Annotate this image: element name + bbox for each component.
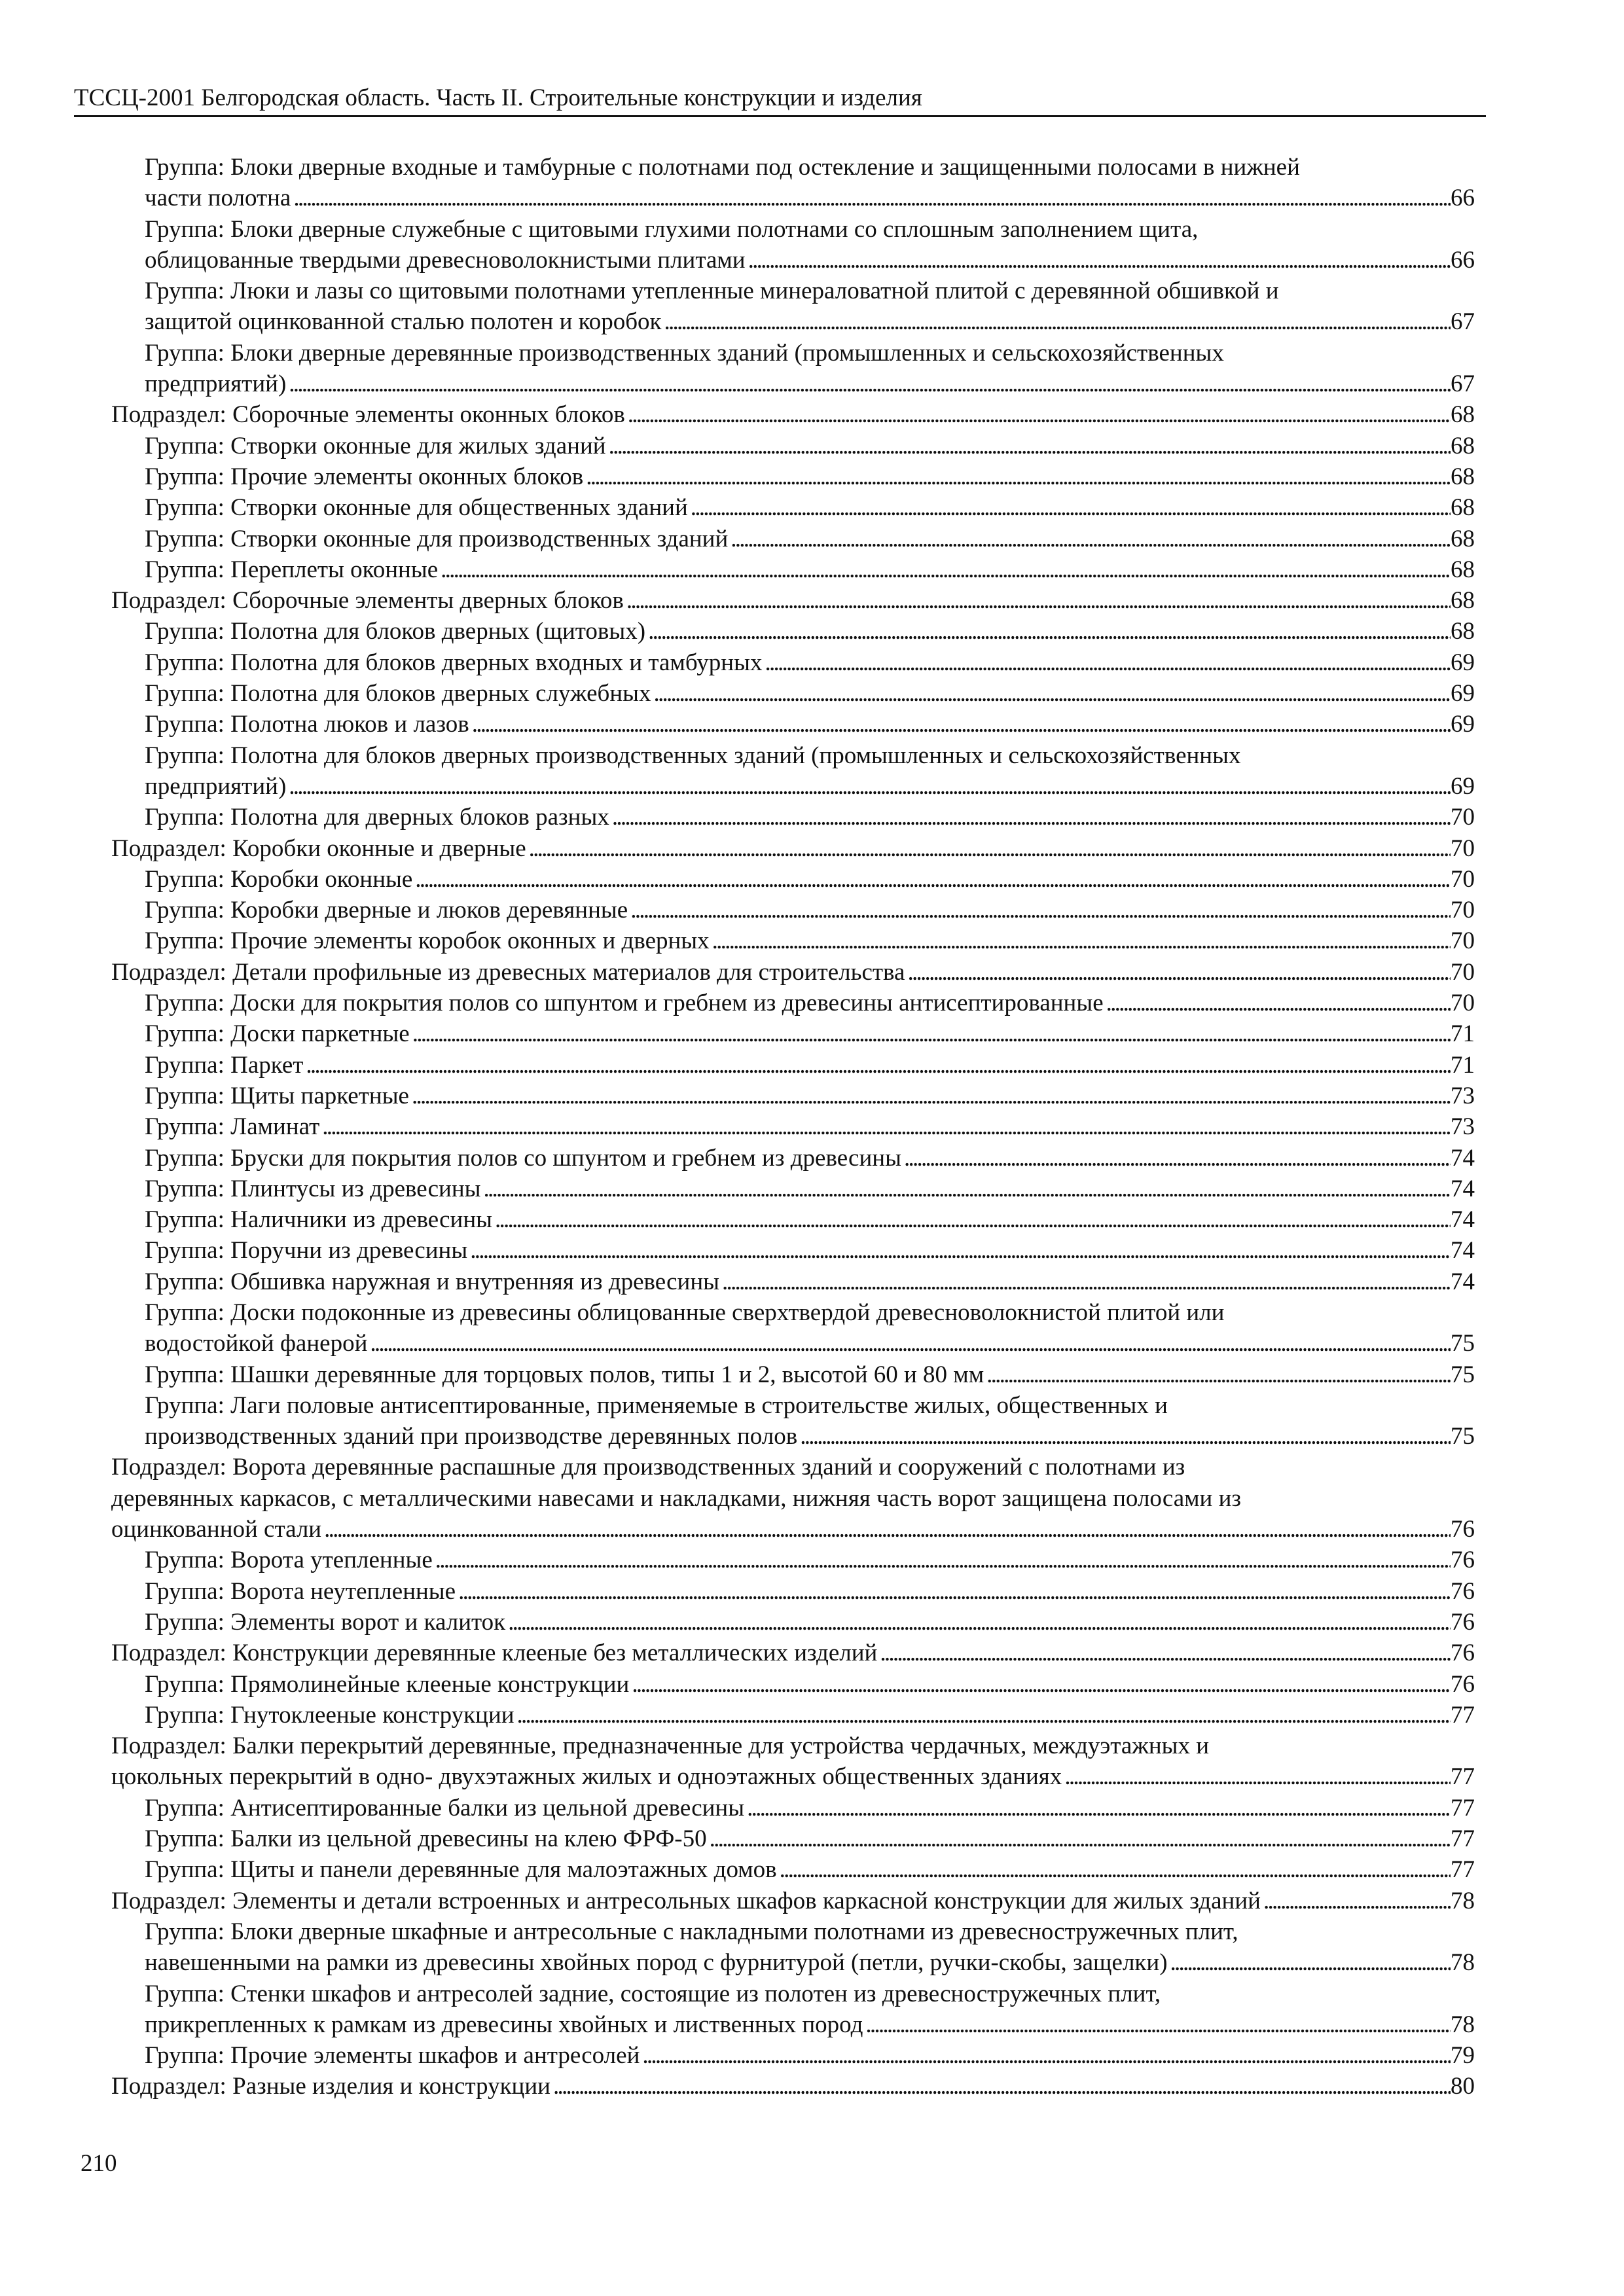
toc-entry-line	[145, 988, 1475, 1018]
toc-group-entry	[111, 1143, 1475, 1174]
dot-leader	[286, 368, 1451, 399]
toc-entry-text: Подраздел: Детали профильные из древесных материалов для строительства	[111, 958, 905, 986]
toc-group-entry	[111, 895, 1475, 925]
toc-entry-text: Группа: Прочие элементы оконных блоков	[145, 463, 584, 490]
toc-group-entry	[111, 1018, 1475, 1049]
toc-subsection-entry	[111, 957, 1475, 988]
toc-group-entry	[111, 864, 1475, 895]
toc-entry-text: Подраздел: Конструкции деревянные клееные без металлических изделий	[111, 1640, 878, 1667]
dot-leader	[629, 1669, 1451, 1700]
toc-page-number: 71	[1451, 1020, 1475, 1048]
toc-subsection-entry	[111, 399, 1475, 430]
toc-page-number: 69	[1451, 680, 1475, 708]
toc-page-number: 71	[1451, 1051, 1475, 1079]
toc-page-number: 75	[1451, 1361, 1475, 1388]
dot-leader	[984, 1359, 1451, 1390]
toc-entry-text: Группа: Антисептированные балки из цельной древесины	[145, 1794, 745, 1821]
toc-entry-text: Группа: Гнутоклееные конструкции	[145, 1701, 514, 1729]
toc-page-number: 78	[1451, 2011, 1475, 2038]
toc-page-number: 69	[1451, 772, 1475, 800]
dot-leader	[877, 1638, 1451, 1668]
toc-entry-line	[145, 1081, 1475, 1111]
toc-entry-text: Группа: Щиты паркетные	[145, 1082, 409, 1109]
dot-leader	[662, 306, 1451, 337]
dot-leader	[505, 1607, 1451, 1638]
toc-entry-text: Группа: Поручни из древесины	[145, 1237, 468, 1265]
toc-subsection-entry	[111, 1452, 1475, 1545]
toc-entry-text: прикрепленных к рамкам из древесины хвойных и лиственных пород	[145, 2011, 863, 2038]
toc-group-entry	[111, 925, 1475, 956]
toc-entry-text: части полотна	[145, 185, 291, 212]
toc-entry-line	[145, 1204, 1475, 1235]
toc-page-number: 77	[1451, 1794, 1475, 1821]
toc-entry-text: Группа: Блоки дверные служебные с щитовыми глухими полотнами со сплошным заполнением щита,	[145, 215, 1199, 243]
toc-entry-text: Подраздел: Разные изделия и конструкции	[111, 2073, 550, 2100]
toc-entry-text: Группа: Ворота утепленные	[145, 1547, 433, 1574]
toc-entry-text: предприятий)	[145, 370, 287, 398]
toc-group-entry	[111, 338, 1475, 400]
toc-group-entry	[111, 431, 1475, 461]
toc-entry-text: Подраздел: Элементы и детали встроенных и антресольных шкафов каркасной конструкции для жилых зданий	[111, 1887, 1261, 1914]
toc-entry-line	[111, 1761, 1475, 1792]
toc-entry-text: навешенными на рамки из древесины хвойных пород с фурнитурой (петли, ручки-скобы, защелки)	[145, 1949, 1168, 1977]
dot-leader	[492, 1204, 1451, 1235]
toc-entry-text: Группа: Балки из цельной древесины на клею ФРФ-50	[145, 1825, 707, 1853]
toc-entry-line	[145, 431, 1475, 461]
toc-entry-text: Группа: Стенки шкафов и антресолей задние, состоящие из полотен из древесностружечных плит,	[145, 1980, 1161, 2007]
toc-entry-line	[145, 306, 1475, 337]
toc-page-number: 76	[1451, 1608, 1475, 1636]
toc-page-number: 70	[1451, 927, 1475, 955]
toc-group-entry	[111, 1235, 1475, 1266]
toc-page-number: 68	[1451, 587, 1475, 615]
toc-entry-line	[145, 1266, 1475, 1297]
toc-entry-line	[145, 1359, 1475, 1390]
toc-page-number: 73	[1451, 1113, 1475, 1141]
toc-entry-text: Группа: Бруски для покрытия полов со шпунтом и гребнем из древесины	[145, 1144, 901, 1172]
toc-entry-text: Подраздел: Коробки оконные и дверные	[111, 834, 526, 862]
toc-group-entry	[111, 1545, 1475, 1575]
toc-group-entry	[111, 740, 1475, 802]
toc-entry-line	[145, 1143, 1475, 1174]
dot-leader	[744, 1793, 1451, 1823]
dot-leader	[640, 2040, 1451, 2071]
dot-leader	[719, 1266, 1451, 1297]
toc-entry-line	[145, 895, 1475, 925]
toc-entry-line	[145, 1669, 1475, 1700]
toc-entry-text: Группа: Створки оконные для производственных зданий	[145, 525, 729, 552]
dot-leader	[456, 1576, 1451, 1607]
toc-entry-line	[145, 771, 1475, 802]
dot-leader	[1062, 1761, 1451, 1792]
toc-page-number: 79	[1451, 2042, 1475, 2070]
toc-entry-line	[145, 925, 1475, 956]
toc-page-number: 66	[1451, 185, 1475, 212]
toc-entry-text: Группа: Коробки оконные	[145, 865, 413, 893]
table-of-contents	[111, 152, 1475, 2102]
toc-page-number: 67	[1451, 370, 1475, 398]
toc-entry-text: Группа: Прямолинейные клееные конструкции	[145, 1670, 630, 1698]
toc-page-number: 74	[1451, 1268, 1475, 1295]
toc-page-number: 74	[1451, 1144, 1475, 1172]
toc-page-number: 70	[1451, 897, 1475, 924]
dot-leader	[481, 1174, 1451, 1204]
toc-group-entry	[111, 616, 1475, 647]
toc-group-entry	[111, 709, 1475, 740]
dot-leader	[303, 1050, 1451, 1081]
dot-leader	[1104, 988, 1451, 1018]
toc-group-entry	[111, 1297, 1475, 1359]
dot-leader	[688, 492, 1451, 523]
toc-entry-text: Группа: Полотна для блоков дверных входных и тамбурных	[145, 649, 763, 676]
toc-entry-text: Подраздел: Сборочные элементы оконных блоков	[111, 401, 625, 429]
toc-subsection-entry	[111, 1638, 1475, 1668]
toc-page-number: 76	[1451, 1670, 1475, 1698]
dot-leader	[433, 1545, 1451, 1575]
toc-group-entry	[111, 988, 1475, 1018]
toc-subsection-entry	[111, 833, 1475, 864]
toc-entry-line	[145, 183, 1475, 213]
toc-page-number: 76	[1451, 1577, 1475, 1605]
toc-page-number: 76	[1451, 1547, 1475, 1574]
toc-group-entry	[111, 1266, 1475, 1297]
toc-page-number: 70	[1451, 990, 1475, 1017]
dot-leader	[863, 2009, 1451, 2040]
dot-leader	[1261, 1886, 1451, 1916]
dot-leader	[321, 1514, 1451, 1545]
toc-page-number: 74	[1451, 1175, 1475, 1202]
dot-leader	[746, 245, 1451, 276]
toc-group-entry	[111, 1081, 1475, 1111]
toc-entry-line	[145, 802, 1475, 833]
toc-subsection-entry	[111, 2071, 1475, 2102]
toc-page-number: 75	[1451, 1330, 1475, 1357]
dot-leader	[728, 524, 1451, 554]
toc-page-number: 68	[1451, 618, 1475, 645]
toc-page-number: 68	[1451, 401, 1475, 429]
dot-leader	[606, 431, 1451, 461]
toc-entry-line	[145, 1050, 1475, 1081]
dot-leader	[651, 678, 1451, 709]
toc-entry-line	[145, 1576, 1475, 1607]
toc-entry-text: Подраздел: Сборочные элементы дверных блоков	[111, 587, 624, 615]
toc-group-entry	[111, 276, 1475, 338]
toc-entry-text: Группа: Люки и лазы со щитовыми полотнами утепленные минераловатной плитой с деревянной обшивкой и	[145, 278, 1279, 305]
dot-leader	[583, 461, 1451, 492]
toc-group-entry	[111, 1700, 1475, 1731]
toc-page-number: 76	[1451, 1640, 1475, 1667]
toc-group-entry	[111, 1854, 1475, 1885]
toc-page-number: 77	[1451, 1701, 1475, 1729]
toc-page-number: 67	[1451, 308, 1475, 336]
toc-entry-line	[145, 1018, 1475, 1049]
toc-entry-line	[145, 864, 1475, 895]
toc-entry-text: защитой оцинкованной сталью полотен и коробок	[145, 308, 662, 336]
toc-entry-text: Группа: Переплеты оконные	[145, 556, 439, 583]
dot-leader	[467, 1235, 1451, 1266]
toc-entry-line	[145, 2009, 1475, 2040]
toc-page-number: 70	[1451, 865, 1475, 893]
toc-group-entry	[111, 678, 1475, 709]
toc-entry-line	[145, 616, 1475, 647]
dot-leader	[762, 647, 1451, 678]
toc-page-number: 66	[1451, 246, 1475, 274]
toc-page-number: 68	[1451, 432, 1475, 459]
toc-entry-line	[111, 1514, 1475, 1545]
toc-subsection-entry	[111, 585, 1475, 616]
toc-entry-line	[145, 245, 1475, 276]
dot-leader	[469, 709, 1451, 740]
toc-entry-text: Группа: Полотна для блоков дверных (щитовых)	[145, 618, 646, 645]
dot-leader	[410, 1018, 1451, 1049]
toc-entry-line	[111, 833, 1475, 864]
toc-group-entry	[111, 1390, 1475, 1452]
toc-group-entry	[111, 1576, 1475, 1607]
toc-entry-text: Группа: Блоки дверные деревянные производственных зданий (промышленных и сельскохозяйственных	[145, 339, 1224, 367]
toc-page-number: 76	[1451, 1516, 1475, 1543]
toc-page-number: 77	[1451, 1763, 1475, 1791]
toc-entry-text: цокольных перекрытий в одно- двухэтажных жилых и одноэтажных общественных зданиях	[111, 1763, 1062, 1791]
toc-entry-line	[145, 1545, 1475, 1575]
toc-entry-text: Группа: Прочие элементы коробок оконных и дверных	[145, 927, 710, 955]
toc-entry-line	[145, 2040, 1475, 2071]
toc-entry-line	[145, 1947, 1475, 1978]
toc-group-entry	[111, 461, 1475, 492]
toc-entry-line	[111, 2071, 1475, 2102]
dot-leader	[901, 1143, 1451, 1174]
toc-entry-text: Группа: Полотна для блоков дверных служебных	[145, 680, 651, 708]
toc-entry-text: Группа: Полотна люков и лазов	[145, 711, 469, 738]
toc-group-entry	[111, 802, 1475, 833]
dot-leader	[526, 833, 1451, 864]
toc-entry-line	[145, 1235, 1475, 1266]
toc-entry-text: Группа: Обшивка наружная и внутренняя из древесины	[145, 1268, 719, 1295]
toc-entry-text: Группа: Доски подоконные из древесины облицованные сверхтвердой древесноволокнистой плитой или	[145, 1299, 1225, 1326]
toc-entry-line	[111, 1886, 1475, 1916]
toc-entry-line	[145, 1700, 1475, 1731]
dot-leader	[797, 1421, 1451, 1452]
toc-group-entry	[111, 214, 1475, 276]
dot-leader	[286, 771, 1451, 802]
toc-entry-line	[145, 1174, 1475, 1204]
toc-entry-text: Группа: Шашки деревянные для торцовых полов, типы 1 и 2, высотой 60 и 80 мм	[145, 1361, 984, 1388]
toc-entry-text: предприятий)	[145, 772, 287, 800]
dot-leader	[625, 399, 1451, 430]
toc-page-number: 78	[1451, 1887, 1475, 1914]
toc-entry-text: Группа: Полотна для блоков дверных производственных зданий (промышленных и сельскохозяйственных	[145, 742, 1241, 769]
toc-page-number: 68	[1451, 463, 1475, 490]
document-title: ТССЦ-2001 Белгородская область. Часть II. Строительные конструкции и изделия	[74, 84, 922, 111]
toc-entry-line	[145, 678, 1475, 709]
toc-entry-text: Группа: Прочие элементы шкафов и антресолей	[145, 2042, 640, 2070]
page-header	[74, 81, 1486, 117]
dot-leader	[628, 895, 1451, 925]
toc-page-number: 78	[1451, 1949, 1475, 1977]
dot-leader	[514, 1700, 1451, 1731]
toc-group-entry	[111, 1359, 1475, 1390]
toc-page-number: 68	[1451, 556, 1475, 583]
toc-entry-text: Группа: Блоки дверные входные и тамбурные с полотнами под остекление и защищенными полосами в нижней	[145, 154, 1300, 181]
toc-entry-text: Группа: Блоки дверные шкафные и антресольные с накладными полотнами из древесностружечных плит,	[145, 1918, 1238, 1945]
toc-group-entry	[111, 1204, 1475, 1235]
toc-entry-line	[145, 554, 1475, 585]
toc-group-entry	[111, 1607, 1475, 1638]
toc-page-number: 77	[1451, 1856, 1475, 1884]
toc-page-number: 73	[1451, 1082, 1475, 1109]
toc-entry-text: Группа: Ворота неутепленные	[145, 1577, 456, 1605]
toc-entry-line	[145, 709, 1475, 740]
dot-leader	[905, 957, 1451, 988]
toc-entry-line	[145, 368, 1475, 399]
toc-entry-line	[145, 1111, 1475, 1142]
toc-group-entry	[111, 1669, 1475, 1700]
toc-entry-line	[145, 492, 1475, 523]
dot-leader	[645, 616, 1451, 647]
dot-leader	[710, 925, 1451, 956]
toc-group-entry	[111, 1823, 1475, 1854]
toc-group-entry	[111, 1050, 1475, 1081]
toc-entry-text: оцинкованной стали	[111, 1516, 322, 1543]
toc-entry-text: Подраздел: Ворота деревянные распашные для производственных зданий и сооружений с полотнами из	[111, 1454, 1185, 1481]
dot-leader	[319, 1111, 1451, 1142]
toc-entry-line	[145, 1607, 1475, 1638]
toc-entry-line	[145, 1421, 1475, 1452]
toc-entry-line	[145, 1328, 1475, 1359]
toc-subsection-entry	[111, 1886, 1475, 1916]
toc-entry-text: Подраздел: Балки перекрытий деревянные, предназначенные для устройства чердачных, междуэтажных и	[111, 1732, 1210, 1760]
toc-group-entry	[111, 492, 1475, 523]
toc-subsection-entry	[111, 1731, 1475, 1793]
toc-group-entry	[111, 152, 1475, 214]
toc-entry-line	[145, 1823, 1475, 1854]
toc-group-entry	[111, 1916, 1475, 1979]
page-number: 210	[81, 2150, 117, 2177]
toc-page-number: 70	[1451, 804, 1475, 831]
toc-entry-text: Группа: Паркет	[145, 1051, 304, 1079]
dot-leader	[291, 183, 1451, 213]
toc-page-number: 75	[1451, 1423, 1475, 1450]
toc-group-entry	[111, 1174, 1475, 1204]
toc-entry-text: Группа: Створки оконные для жилых зданий	[145, 432, 606, 459]
toc-entry-text: Группа: Полотна для дверных блоков разных	[145, 804, 609, 831]
dot-leader	[707, 1823, 1451, 1854]
toc-group-entry	[111, 1111, 1475, 1142]
toc-entry-text: водостойкой фанерой	[145, 1330, 368, 1357]
dot-leader	[367, 1328, 1451, 1359]
toc-group-entry	[111, 524, 1475, 554]
toc-entry-line	[111, 585, 1475, 616]
toc-entry-text: Группа: Доски паркетные	[145, 1020, 410, 1048]
toc-entry-text: деревянных каркасов, с металлическими навесами и накладками, нижняя часть ворот защищена полосами из	[111, 1484, 1242, 1512]
toc-page-number: 74	[1451, 1206, 1475, 1234]
toc-page-number: 69	[1451, 711, 1475, 738]
toc-group-entry	[111, 2040, 1475, 2071]
toc-entry-line	[111, 399, 1475, 430]
toc-entry-text: Группа: Элементы ворот и калиток	[145, 1608, 506, 1636]
toc-entry-line	[145, 647, 1475, 678]
dot-leader	[609, 802, 1451, 833]
toc-group-entry	[111, 1793, 1475, 1823]
toc-page-number: 68	[1451, 525, 1475, 552]
toc-page-number: 74	[1451, 1237, 1475, 1265]
dot-leader	[550, 2071, 1451, 2102]
toc-entry-text: Группа: Коробки дверные и люков деревянные	[145, 897, 628, 924]
toc-page-number: 77	[1451, 1825, 1475, 1853]
toc-entry-line	[145, 461, 1475, 492]
toc-entry-text: производственных зданий при производстве деревянных полов	[145, 1423, 798, 1450]
dot-leader	[624, 585, 1451, 616]
dot-leader	[412, 864, 1451, 895]
dot-leader	[777, 1854, 1451, 1885]
toc-page-number: 69	[1451, 649, 1475, 676]
toc-entry-text: Группа: Ламинат	[145, 1113, 320, 1141]
toc-group-entry	[111, 554, 1475, 585]
toc-entry-line	[111, 1638, 1475, 1668]
toc-entry-text: Группа: Щиты и панели деревянные для малоэтажных домов	[145, 1856, 777, 1884]
toc-entry-text: Группа: Доски для покрытия полов со шпунтом и гребнем из древесины антисептированные	[145, 990, 1104, 1017]
toc-entry-text: Группа: Створки оконные для общественных зданий	[145, 494, 688, 522]
toc-entry-line	[145, 524, 1475, 554]
toc-group-entry	[111, 647, 1475, 678]
toc-page-number: 68	[1451, 494, 1475, 522]
toc-entry-line	[145, 1793, 1475, 1823]
toc-entry-line	[111, 957, 1475, 988]
toc-page-number: 70	[1451, 834, 1475, 862]
dot-leader	[409, 1081, 1451, 1111]
dot-leader	[1168, 1947, 1451, 1978]
toc-entry-text: Группа: Плинтусы из древесины	[145, 1175, 481, 1202]
toc-entry-text: Группа: Наличники из древесины	[145, 1206, 492, 1234]
dot-leader	[438, 554, 1451, 585]
toc-entry-text: облицованные твердыми древесноволокнистыми плитами	[145, 246, 746, 274]
toc-page-number: 70	[1451, 958, 1475, 986]
toc-entry-line	[145, 1854, 1475, 1885]
toc-page-number: 80	[1451, 2073, 1475, 2100]
toc-group-entry	[111, 1979, 1475, 2041]
toc-entry-text: Группа: Лаги половые антисептированные, применяемые в строительстве жилых, общественных и	[145, 1391, 1168, 1419]
